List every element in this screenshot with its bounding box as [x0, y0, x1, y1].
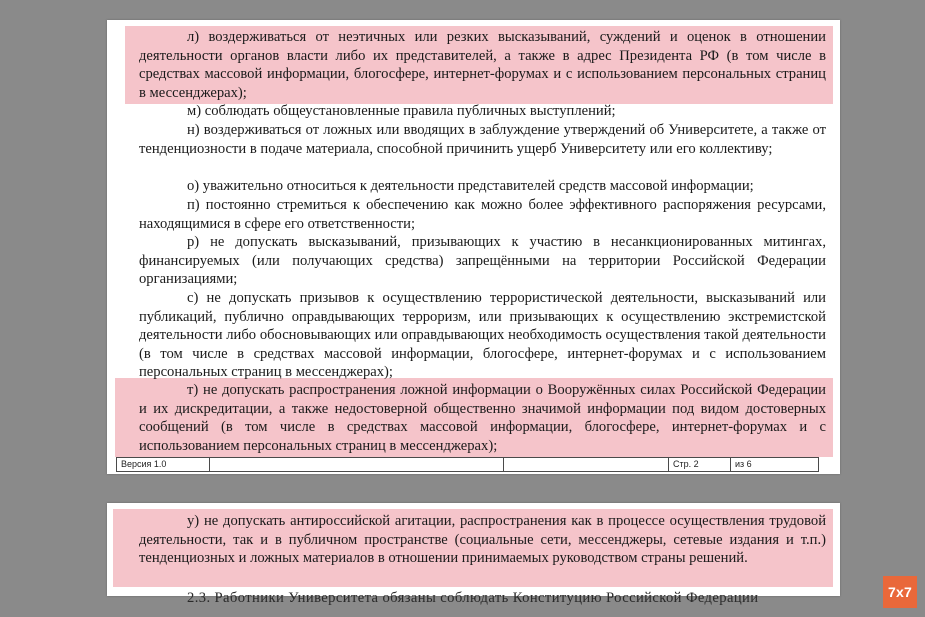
paragraph-l: л) воздерживаться от неэтичных или резких высказываний, суждений и оценок в отношении деятельности органов власти либо их представителей, а также в адрес Президента РФ (в том числе в средствах массовой информации, блогосфере, интернет-форумах и с использованием персональных страниц в мессенджерах); [139, 29, 826, 101]
cut-off-line: 2.3. Работники Университета обязаны соблюдать Конституцию Российской Федерации [187, 590, 759, 606]
document-page-2 [107, 503, 840, 606]
paragraph-r: р) не допускать высказываний, призывающих к участию в несанкционированных митингах, финансируемых (или получающих средства) запрещёнными на территории Российской Федерации организациями; [139, 234, 826, 288]
paragraph-s: с) не допускать призывов к осуществлению террористической деятельности, высказываний или публикаций, публично оправдывающих терроризм, или призывающих к осуществлению экстремистской деятельности либо обосновывающих или оправдывающих необходимость осуществления такой деятельности (в том числе в средствах массовой информации, блогосфере, интернет-форумах и с использованием персональных страниц в мессенджерах); [139, 290, 826, 381]
document-page-1 [107, 20, 840, 474]
footer-page: Стр. 2 [669, 458, 731, 471]
page-footer-table [116, 457, 819, 472]
paragraph-t: т) не допускать распространения ложной информации о Вооружённых силах Российской Федерации и их дискредитации, а также недостоверной общественно значимой информации под видом достоверных сообщений (в том числе в средствах массовой информации, блогосфере, интернет-форумах и с использованием персональных страниц в мессенджерах); [139, 382, 826, 454]
paragraph-o: о) уважительно относиться к деятельности представителей средств массовой информации; [187, 178, 754, 194]
paragraph-m: м) соблюдать общеустановленные правила публичных выступлений; [187, 103, 616, 119]
paragraph-n: н) воздерживаться от ложных или вводящих в заблуждение утверждений об Университете, а также от тенденциозности в подаче материала, способной причинить ущерб Университету или его коллективу; [139, 122, 826, 157]
footer-empty-cell [210, 458, 504, 471]
footer-total-pages: из 6 [735, 459, 752, 469]
footer-version: Версия 1.0 [117, 458, 210, 471]
paragraph-u: у) не допускать антироссийской агитации, распространения как в процессе осуществления трудовой деятельности, так и в публичном пространстве (социальные сети, мессенджеры, сетевые издания и т.п.) тенденциозных и ложных материалов в отношении принимаемых руководством страны решений. [139, 513, 826, 567]
paragraph-p: п) постоянно стремиться к обеспечению как можно более эффективного распоряжения ресурсами, находящимися в сфере его ответственности; [139, 197, 826, 232]
footer-empty-cell [504, 458, 669, 471]
brand-logo: 7x7 [883, 576, 917, 608]
